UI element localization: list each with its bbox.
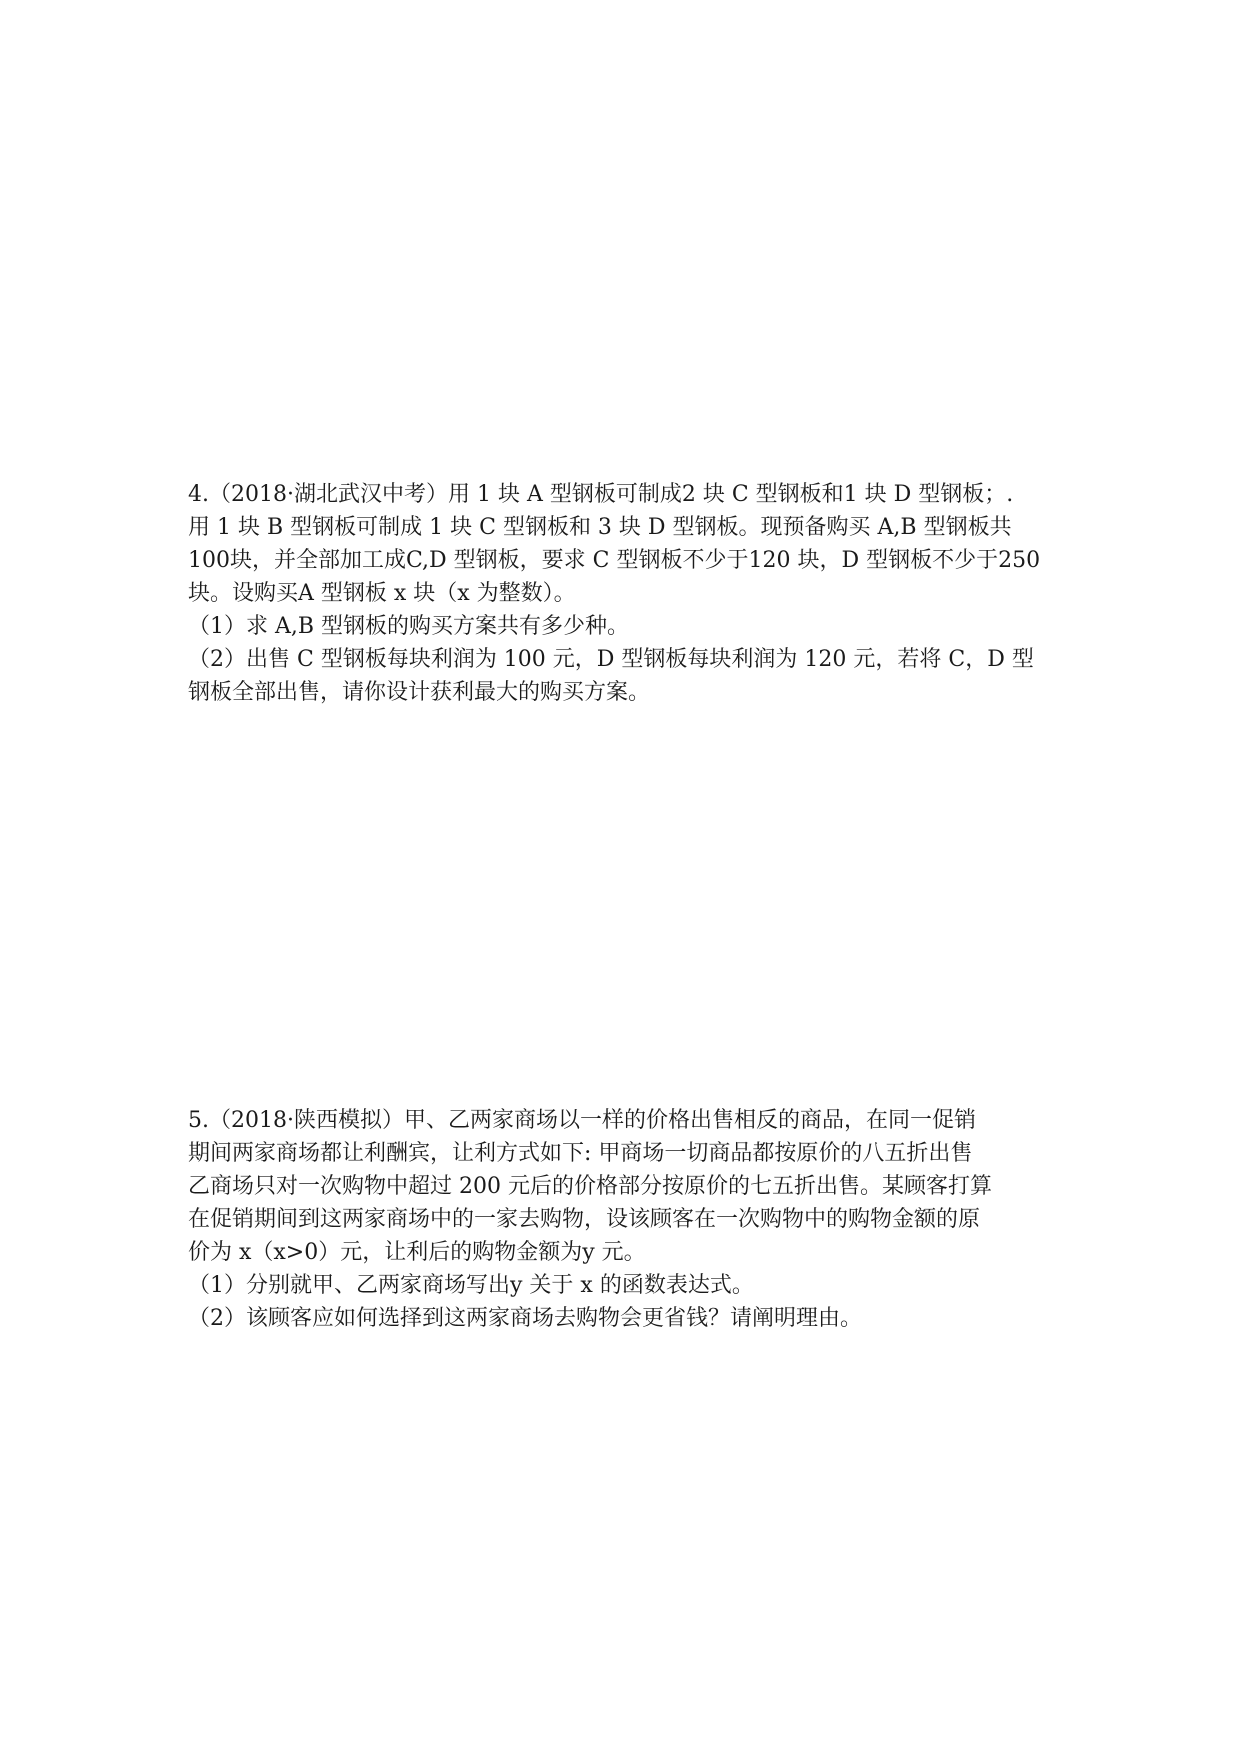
problem-4-question-1: （1）求 A,B 型钢板的购买方案共有多少种。	[188, 614, 630, 639]
problem-5	[188, 1104, 1068, 1335]
problem-5-line-5: 价为 x（x>0）元，让利后的购物金额为y 元。	[188, 1240, 646, 1265]
problem-4-question-2-cont: 钢板全部出售，请你设计获利最大的购买方案。	[188, 680, 651, 705]
problem-5-line-1: 5.（2018·陕西模拟）甲、乙两家商场以一样的价格出售相反的商品，在同一促销	[188, 1108, 976, 1133]
problem-4-line-2: 用 1 块 B 型钢板可制成 1 块 C 型钢板和 3 块 D 型钢板。现预备购买 A,B 型钢板共	[188, 515, 1012, 540]
problem-4-line-3: 100块，并全部加工成C,D 型钢板，要求 C 型钢板不少于120 块，D 型钢板不少于250	[188, 548, 1041, 573]
problem-5-question-1: （1）分别就甲、乙两家商场写出y 关于 x 的函数表达式。	[188, 1273, 754, 1298]
problem-4-line-4: 块。设购买A 型钢板 x 块（x 为整数）。	[188, 581, 576, 606]
problem-4-line-1: 4.（2018·湖北武汉中考）用 1 块 A 型钢板可制成2 块 C 型钢板和1 块 D 型钢板；.	[188, 482, 1014, 507]
problem-5-line-3: 乙商场只对一次购物中超过 200 元后的价格部分按原价的七五折出售。某顾客打算	[188, 1174, 992, 1199]
problem-4-question-2: （2）出售 C 型钢板每块利润为 100 元，D 型钢板每块利润为 120 元，若将 C，D 型	[188, 647, 1034, 672]
problem-5-line-4: 在促销期间到这两家商场中的一家去购物，设该顾客在一次购物中的购物金额的原	[188, 1207, 981, 1232]
problem-4	[188, 478, 1068, 709]
problem-5-line-2: 期间两家商场都让利酬宾，让利方式如下: 甲商场一切商品都按原价的八五折出售	[188, 1141, 973, 1166]
problem-5-question-2: （2）该顾客应如何选择到这两家商场去购物会更省钱？请阐明理由。	[188, 1306, 862, 1331]
